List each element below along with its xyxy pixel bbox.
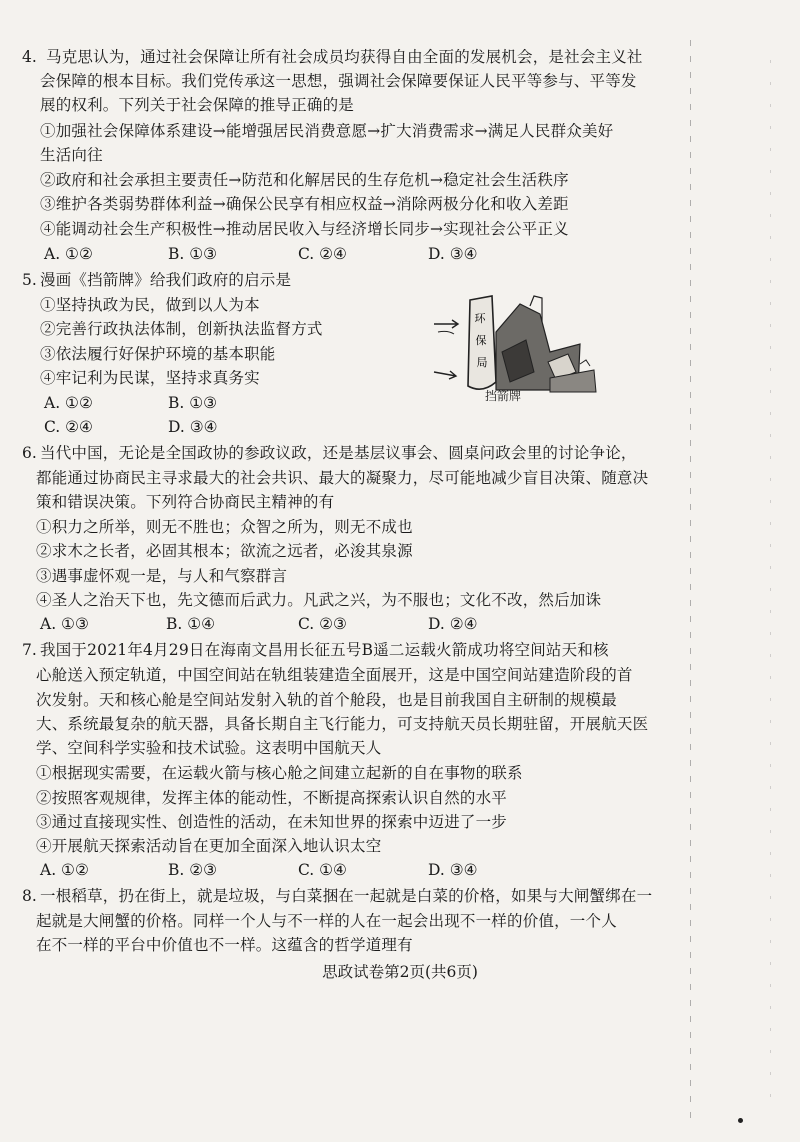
- q6-choice-2: ②求木之长者，必固其根本；欲流之远者，必浚其泉源: [36, 542, 413, 560]
- q7-choice-3: ③通过直接现实性、创造性的活动，在未知世界的探索中迈进了一步: [36, 813, 508, 831]
- q7-choice-4: ④开展航天探索活动旨在更加全面深入地认识太空: [36, 837, 382, 855]
- q6-option-a: A. ①③: [40, 615, 89, 633]
- shield-text-1: 环: [474, 312, 486, 325]
- q7-stem-line: 我国于2021年4月29日在海南文昌用长征五号B遥二运载火箭成功将空间站天和核: [40, 641, 609, 659]
- q7-option-a: A. ①②: [40, 861, 89, 879]
- q4-choice-1-cont: 生活向往: [40, 146, 103, 164]
- q5-stem: 漫画《挡箭牌》给我们政府的启示是: [40, 271, 292, 289]
- q7-stem-line: 次发射。天和核心舱是空间站发射入轨的首个舱段，也是目前我国自主研制的规模最: [36, 691, 617, 709]
- shield-text-2: 保: [475, 334, 487, 347]
- scan-fold-line: [770, 60, 771, 1110]
- q8-stem-line: 在不一样的平台中价值也不一样。这蕴含的哲学道理有: [36, 936, 413, 954]
- q4-option-a: A. ①②: [44, 245, 93, 263]
- q6-choice-1: ①积力之所举，则无不胜也；众智之所为，则无不成也: [36, 518, 413, 536]
- q6-stem-line: 都能通过协商民主寻求最大的社会共识、最大的凝聚力，尽可能地减少盲目决策、随意决: [36, 469, 649, 487]
- q8-stem-line: 起就是大闸蟹的价格。同样一个人与不一样的人在一起会出现不一样的价值，一个人: [36, 912, 617, 930]
- q6-option-b: B. ①④: [166, 615, 216, 633]
- q7-option-d: D. ③④: [428, 861, 478, 879]
- q6-number: 6.: [22, 444, 37, 462]
- q5-option-a: A. ①②: [44, 394, 93, 412]
- q7-stem-line: 大、系统最复杂的航天器，具备长期自主飞行能力，可支持航天员长期驻留，开展航天医: [36, 715, 649, 733]
- q8-number: 8.: [22, 887, 37, 905]
- cartoon-caption: 挡箭牌: [485, 389, 522, 403]
- q7-number: 7.: [22, 641, 37, 659]
- q5-option-c: C. ②④: [44, 418, 93, 436]
- q4-stem-line: 展的权利。下列关于社会保障的推导正确的是: [40, 96, 355, 114]
- scan-fold-line: [690, 40, 691, 1120]
- scan-speck: [738, 1118, 743, 1123]
- q6-choice-4: ④圣人之治天下也，先文德而后武力。凡武之兴，为不服也；文化不改，然后加诛: [36, 591, 602, 609]
- q7-option-c: C. ①④: [298, 861, 347, 879]
- q5-choice-3: ③依法履行好保护环境的基本职能: [40, 345, 276, 363]
- page-footer: 思政试卷第2页(共6页): [322, 963, 478, 981]
- q7-stem-line: 学、空间科学实验和技术试验。这表明中国航天人: [36, 739, 382, 757]
- q7-choice-1: ①根据现实需要，在运载火箭与核心舱之间建立起新的自在事物的联系: [36, 764, 523, 782]
- q6-stem-line: 策和错误决策。下列符合协商民主精神的有: [36, 493, 335, 511]
- q5-choice-1: ①坚持执政为民，做到以人为本: [40, 296, 260, 314]
- q4-choice-1: ①加强社会保障体系建设→能增强居民消费意愿→扩大消费需求→满足人民群众美好: [40, 122, 614, 140]
- q4-choice-2: ②政府和社会承担主要责任→防范和化解居民的生存危机→稳定社会生活秩序: [40, 171, 569, 189]
- q4-stem-line: 会保障的根本目标。我们党传承这一思想，强调社会保障要保证人民平等参与、平等发: [40, 72, 637, 90]
- q4-stem-line: 马克思认为，通过社会保障让所有社会成员均获得自由全面的发展机会，是社会主义社: [46, 48, 643, 66]
- shield-text-3: 局: [476, 356, 488, 369]
- q5-choice-4: ④牢记利为民谋，坚持求真务实: [40, 369, 260, 387]
- q6-stem-line: 当代中国，无论是全国政协的参政议政，还是基层议事会、圆桌问政会里的讨论争论，: [40, 444, 637, 462]
- q7-choice-2: ②按照客观规律，发挥主体的能动性，不断提高探索认识自然的水平: [36, 789, 508, 807]
- q4-option-c: C. ②④: [298, 245, 347, 263]
- q6-choice-3: ③遇事虚怀观一是，与人和气察群言: [36, 567, 288, 585]
- q5-choice-2: ②完善行政执法体制，创新执法监督方式: [40, 320, 323, 338]
- q7-option-b: B. ②③: [168, 861, 218, 879]
- q4-option-d: D. ③④: [428, 245, 478, 263]
- q5-option-b: B. ①③: [168, 394, 218, 412]
- q7-stem-line: 心舱送入预定轨道，中国空间站在轨组装建造全面展开，这是中国空间站建造阶段的首: [36, 666, 633, 684]
- q6-option-c: C. ②③: [298, 615, 347, 633]
- q4-choice-3: ③维护各类弱势群体利益→确保公民享有相应权益→消除两极分化和收入差距: [40, 195, 569, 213]
- q4-option-b: B. ①③: [168, 245, 218, 263]
- q4-number: 4.: [22, 48, 37, 66]
- q5-option-d: D. ③④: [168, 418, 218, 436]
- q5-number: 5.: [22, 271, 37, 289]
- q4-choice-4: ④能调动社会生产积极性→推动居民收入与经济增长同步→实现社会公平正义: [40, 220, 569, 238]
- q8-stem-line: 一根稻草，扔在街上，就是垃圾，与白菜捆在一起就是白菜的价格，如果与大闸蟹绑在一: [40, 887, 653, 905]
- q6-option-d: D. ②④: [428, 615, 478, 633]
